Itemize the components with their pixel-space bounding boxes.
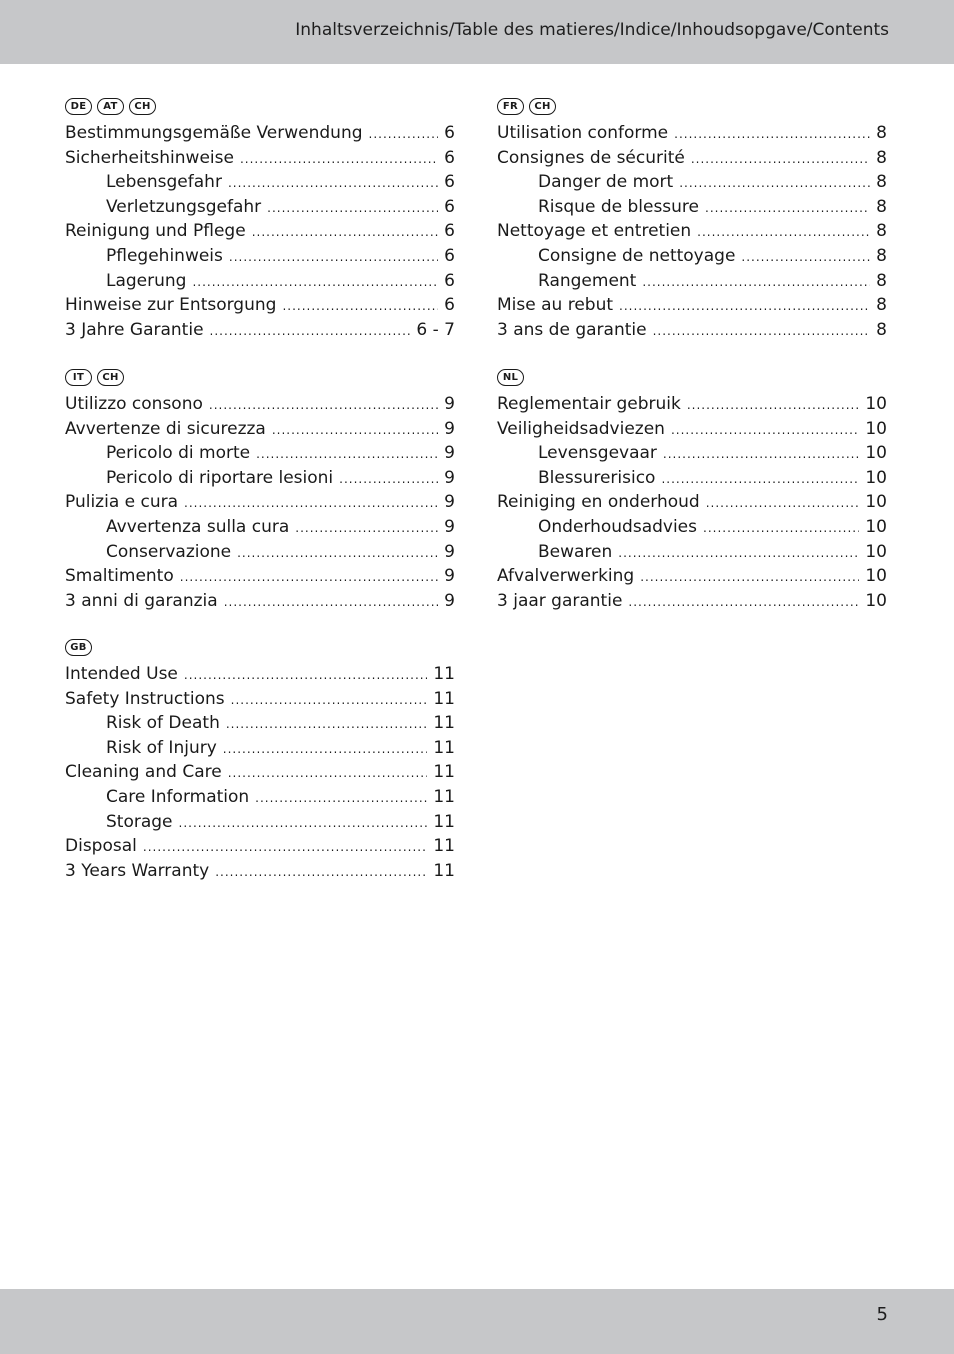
toc-entry-title: Pulizia e cura <box>65 492 179 513</box>
toc-entry-page: 11 <box>433 664 455 684</box>
toc-entry-title: Care Information <box>106 786 250 807</box>
toc-subentry[interactable] <box>65 443 455 468</box>
toc-entry-title: Onderhoudsadvies <box>538 516 698 537</box>
toc-entry-title: Smaltimento <box>65 566 174 587</box>
toc-entry-page: 6 <box>444 245 455 266</box>
toc-entry-title: Avvertenze di sicurezza <box>65 418 266 439</box>
dot-leader <box>180 570 438 584</box>
toc-entry-title: Nettoyage et entretien <box>497 221 692 242</box>
toc-entry-page: 9 <box>444 492 455 513</box>
toc-entry-page: 10 <box>865 566 887 587</box>
dot-leader <box>226 717 428 731</box>
toc-entry-page: 6 <box>444 172 455 193</box>
toc-entry-page: 6 <box>444 123 455 143</box>
toc-entry-title: Avvertenza sulla cura <box>106 516 290 537</box>
toc-entry-title: Risk of Injury <box>106 737 217 758</box>
toc-entry-page: 8 <box>876 221 887 242</box>
dot-leader <box>231 693 428 707</box>
toc-entry-page: 9 <box>444 443 455 464</box>
dot-leader <box>209 398 438 412</box>
toc-entry-title: 3 Jahre Garantie <box>65 319 204 340</box>
toc-entry-title: Cleaning and Care <box>65 762 222 783</box>
toc-entry-page: 11 <box>433 811 455 832</box>
dot-leader <box>653 324 871 338</box>
toc-entry-page: 9 <box>444 566 455 587</box>
toc-entry-page: 11 <box>433 786 455 807</box>
toc-entry-page: 6 <box>444 196 455 217</box>
dot-leader <box>369 127 439 141</box>
toc-entry-page: 11 <box>433 688 455 709</box>
toc-entry-page: 8 <box>876 270 887 291</box>
toc-subentry[interactable] <box>65 246 455 271</box>
toc-entry-title: Consignes de sécurité <box>497 147 685 168</box>
toc-entry-page: 11 <box>433 713 455 734</box>
toc-entry-page: 9 <box>444 467 455 488</box>
dot-leader <box>697 225 870 239</box>
toc-entry-title: Mise au rebut <box>497 295 614 316</box>
dot-leader <box>705 201 870 215</box>
country-badge-gb: GB <box>65 639 92 656</box>
toc-subentry[interactable] <box>497 542 887 567</box>
toc-entry-title: Lagerung <box>106 270 187 291</box>
country-badge-it: IT <box>65 369 92 386</box>
toc-entry-page: 10 <box>865 467 887 488</box>
toc-entry-title: Danger de mort <box>538 172 674 193</box>
toc-entry-page: 11 <box>433 762 455 783</box>
toc-entry-page: 8 <box>876 319 887 340</box>
dot-leader <box>184 668 427 682</box>
toc-entry-page: 8 <box>876 123 887 143</box>
toc-entry-title: Verletzungsgefahr <box>106 196 262 217</box>
dot-leader <box>691 152 870 166</box>
toc-entry-page: 6 <box>444 221 455 242</box>
dot-leader <box>215 865 427 879</box>
toc-subentry[interactable] <box>497 197 887 222</box>
toc-entry-page: 10 <box>865 492 887 513</box>
dot-leader <box>237 546 438 560</box>
toc-entry-title: Veiligheidsadviezen <box>497 418 665 439</box>
toc-entry-title: Pflegehinweis <box>106 245 223 266</box>
toc-entry-page: 11 <box>433 737 455 758</box>
toc-entry-title: Pericolo di riportare lesioni <box>106 467 334 488</box>
toc-entry-page: 9 <box>444 590 455 611</box>
toc-entry-title: 3 ans de garantie <box>497 319 647 340</box>
header-bar <box>0 0 954 64</box>
toc-subentry[interactable] <box>65 172 455 197</box>
toc-section-de <box>65 95 455 344</box>
toc-entry[interactable] <box>65 566 455 591</box>
dot-leader <box>184 496 438 510</box>
dot-leader <box>228 176 438 190</box>
country-badge-ch: CH <box>97 369 124 386</box>
toc-entry-title: Conservazione <box>106 541 232 562</box>
toc-entry-title: 3 jaar garantie <box>497 590 623 611</box>
toc-entry-page: 9 <box>444 394 455 414</box>
toc-entry-page: 6 <box>444 295 455 316</box>
dot-leader <box>229 250 438 264</box>
country-badge-ch: CH <box>129 98 156 115</box>
toc-subentry[interactable] <box>65 738 455 763</box>
page-title: Inhaltsverzeichnis/Table des matieres/Indice/Inhoudsopgave/Contents <box>295 20 889 40</box>
toc-entry[interactable] <box>497 394 887 419</box>
country-badge-de: DE <box>65 98 92 115</box>
toc-entry[interactable] <box>65 295 455 320</box>
dot-leader <box>618 546 859 560</box>
toc-subentry[interactable] <box>497 172 887 197</box>
toc-subentry[interactable] <box>497 443 887 468</box>
country-badge-fr: FR <box>497 98 524 115</box>
toc-entry[interactable] <box>65 148 455 173</box>
toc-subentry[interactable] <box>497 517 887 542</box>
dot-leader <box>252 225 438 239</box>
dot-leader <box>295 521 438 535</box>
toc-entry-title: Sicherheitshinweise <box>65 147 234 168</box>
toc-entry[interactable] <box>497 419 887 444</box>
toc-entry[interactable] <box>497 148 887 173</box>
toc-entry-title: Consigne de nettoyage <box>538 245 736 266</box>
dot-leader <box>210 324 411 338</box>
toc-entry[interactable] <box>65 591 455 616</box>
toc-subentry[interactable] <box>65 713 455 738</box>
toc-entry-page: 10 <box>865 590 887 611</box>
toc-entry-title: Utilizzo consono <box>65 394 203 414</box>
country-badges <box>65 636 455 658</box>
toc-entry-page: 10 <box>865 394 887 414</box>
dot-leader <box>267 201 438 215</box>
toc-entry[interactable] <box>65 664 455 689</box>
toc-entry[interactable] <box>65 836 455 861</box>
toc-entry-page: 8 <box>876 172 887 193</box>
toc-subentry[interactable] <box>65 271 455 296</box>
dot-leader <box>687 398 860 412</box>
toc-entry[interactable] <box>497 566 887 591</box>
toc-entry-page: 10 <box>865 443 887 464</box>
country-badges <box>497 95 887 117</box>
dot-leader <box>192 275 438 289</box>
country-badge-at: AT <box>97 98 124 115</box>
toc-section-it <box>65 366 455 615</box>
country-badge-ch: CH <box>529 98 556 115</box>
toc-entry[interactable] <box>65 689 455 714</box>
dot-leader <box>671 423 859 437</box>
toc-entry-page: 8 <box>876 245 887 266</box>
toc-entry-page: 9 <box>444 516 455 537</box>
toc-entry-page: 6 <box>444 270 455 291</box>
dot-leader <box>240 152 438 166</box>
toc-entry-page: 11 <box>433 860 455 881</box>
toc-subentry[interactable] <box>65 197 455 222</box>
toc-entry[interactable] <box>65 419 455 444</box>
dot-leader <box>255 791 427 805</box>
toc-entry-page: 8 <box>876 147 887 168</box>
toc-entry-title: Risk of Death <box>106 713 220 734</box>
toc-entry-page: 8 <box>876 295 887 316</box>
toc-entry[interactable] <box>65 394 455 419</box>
dot-leader <box>706 496 860 510</box>
dot-leader <box>179 816 428 830</box>
toc-entry[interactable] <box>497 591 887 616</box>
toc-entry-title: Rangement <box>538 270 637 291</box>
toc-entry-title: Risque de blessure <box>538 196 700 217</box>
toc-entry-title: Bestimmungsgemäße Verwendung <box>65 123 363 143</box>
country-badges <box>65 95 455 117</box>
toc-entry[interactable] <box>65 320 455 345</box>
dot-leader <box>228 766 428 780</box>
toc-entry[interactable] <box>65 221 455 246</box>
dot-leader <box>619 299 870 313</box>
country-badges <box>65 366 455 388</box>
toc-entry-title: Reinigung und Pflege <box>65 221 246 242</box>
dot-leader <box>339 472 438 486</box>
toc-entry-title: Reiniging en onderhoud <box>497 492 700 513</box>
footer-bar <box>0 1289 954 1354</box>
toc-subentry[interactable] <box>65 787 455 812</box>
dot-leader <box>663 447 859 461</box>
toc-entry-title: Levensgevaar <box>538 443 657 464</box>
toc-section-fr <box>497 95 887 344</box>
toc-entry[interactable] <box>65 762 455 787</box>
toc-entry-page: 8 <box>876 196 887 217</box>
dot-leader <box>741 250 870 264</box>
toc-entry-title: Utilisation conforme <box>497 123 669 143</box>
toc-entry[interactable] <box>497 221 887 246</box>
toc-subentry[interactable] <box>65 812 455 837</box>
dot-leader <box>224 595 438 609</box>
toc-entry-title: Bewaren <box>538 541 613 562</box>
country-badge-nl: NL <box>497 369 524 386</box>
toc-entry[interactable] <box>497 123 887 148</box>
dot-leader <box>143 840 427 854</box>
toc-entry-title: Hinweise zur Entsorgung <box>65 295 277 316</box>
toc-entry-page: 10 <box>865 516 887 537</box>
toc-entry[interactable] <box>497 295 887 320</box>
page-number: 5 <box>876 1304 888 1325</box>
dot-leader <box>661 472 859 486</box>
toc-entry-page: 10 <box>865 541 887 562</box>
dot-leader <box>272 423 438 437</box>
toc-entry-title: Storage <box>106 811 173 832</box>
toc-entry[interactable] <box>65 492 455 517</box>
toc-entry-page: 6 - 7 <box>416 319 455 340</box>
dot-leader <box>223 742 428 756</box>
toc-entry-page: 6 <box>444 147 455 168</box>
toc-entry-title: Intended Use <box>65 664 178 684</box>
dot-leader <box>679 176 870 190</box>
toc-entry-title: Reglementair gebruik <box>497 394 681 414</box>
toc-entry-title: Blessurerisico <box>538 467 656 488</box>
toc-entry-title: Disposal <box>65 836 137 857</box>
dot-leader <box>282 299 438 313</box>
toc-subentry[interactable] <box>65 468 455 493</box>
toc-entry[interactable] <box>497 320 887 345</box>
toc-entry-page: 10 <box>865 418 887 439</box>
dot-leader <box>628 595 859 609</box>
dot-leader <box>703 521 859 535</box>
toc-entry[interactable] <box>65 123 455 148</box>
dot-leader <box>642 275 870 289</box>
toc-entry-page: 9 <box>444 418 455 439</box>
toc-entry-title: Safety Instructions <box>65 688 225 709</box>
toc-subentry[interactable] <box>65 517 455 542</box>
toc-entry[interactable] <box>65 861 455 886</box>
toc-subentry[interactable] <box>497 246 887 271</box>
toc-entry-title: Afvalverwerking <box>497 566 635 587</box>
dot-leader <box>674 127 870 141</box>
toc-subentry[interactable] <box>497 271 887 296</box>
dot-leader <box>640 570 859 584</box>
toc-subentry[interactable] <box>497 468 887 493</box>
toc-entry-page: 11 <box>433 836 455 857</box>
toc-entry-page: 9 <box>444 541 455 562</box>
toc-section-gb <box>65 636 455 885</box>
dot-leader <box>256 447 438 461</box>
toc-entry-title: Pericolo di morte <box>106 443 251 464</box>
toc-entry[interactable] <box>497 492 887 517</box>
toc-entry-title: 3 Years Warranty <box>65 860 210 881</box>
country-badges <box>497 366 887 388</box>
toc-entry-title: 3 anni di garanzia <box>65 590 218 611</box>
toc-subentry[interactable] <box>65 542 455 567</box>
toc-entry-title: Lebensgefahr <box>106 172 222 193</box>
toc-section-nl <box>497 366 887 615</box>
